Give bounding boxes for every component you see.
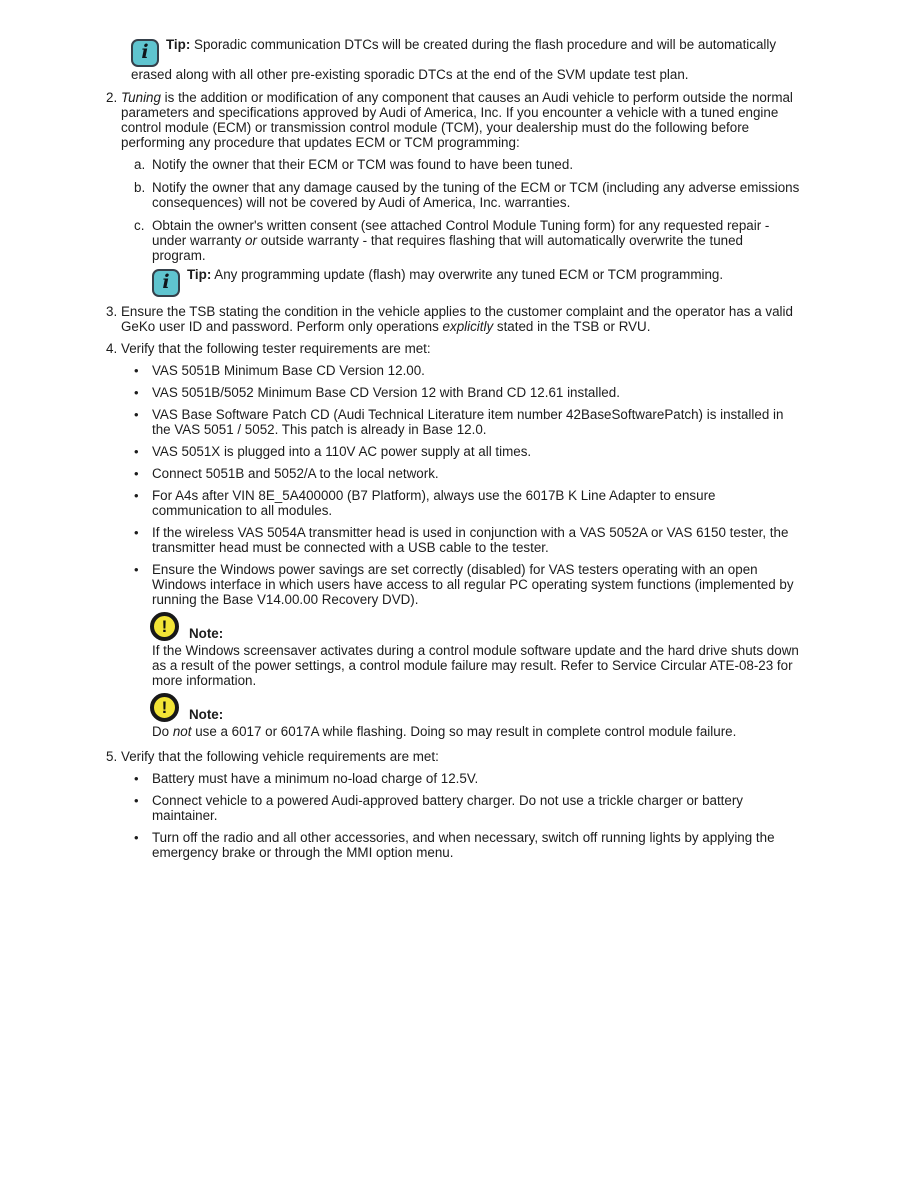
bullet-item bbox=[134, 407, 800, 437]
sub-item-c-text-end: outside warranty - that requires flashing that will automatically overwrite the tuned program. bbox=[152, 233, 743, 263]
bullet-icon bbox=[134, 793, 152, 823]
sub-item-a bbox=[134, 157, 800, 172]
list-item-3-pre: Ensure the TSB stating the condition in the vehicle applies to the customer complaint and the operator has a valid GeKo user ID and password. Perform only operations bbox=[121, 304, 793, 334]
warning-icon: ! bbox=[150, 693, 179, 722]
list-number: 5. bbox=[106, 749, 118, 764]
bullet-text: Connect vehicle to a powered Audi-approved battery charger. Do not use a trickle charger or battery maintainer. bbox=[152, 793, 744, 823]
bullet-item bbox=[134, 385, 800, 400]
list-number: 3. bbox=[106, 304, 118, 319]
sub-item-b bbox=[134, 180, 800, 210]
bullet-icon bbox=[134, 466, 152, 481]
info-icon: i bbox=[152, 269, 180, 297]
italic-term: or bbox=[245, 233, 257, 248]
sub-item-c bbox=[134, 218, 800, 295]
tip-label: Tip: bbox=[187, 267, 212, 282]
bullet-item bbox=[134, 830, 800, 860]
bullet-icon bbox=[134, 444, 152, 459]
bullet-text: If the wireless VAS 5054A transmitter head is used in conjunction with a VAS 5052A or VAS 6150 tester, the transmitter head must be connected with a USB cable to the tester. bbox=[152, 525, 789, 555]
note-label: Note: bbox=[189, 626, 224, 641]
bullet-text: Connect 5051B and 5052/A to the local network. bbox=[152, 466, 439, 481]
bullet-icon bbox=[134, 385, 152, 400]
bullet-text: VAS Base Software Patch CD (Audi Technical Literature item number 42BaseSoftwarePatch) is installed in the VAS 5051 / 5052. This patch is already in Base 12.0. bbox=[152, 407, 784, 437]
list-item-5 bbox=[106, 749, 800, 867]
warning-icon: ! bbox=[150, 612, 179, 641]
tip-label: Tip: bbox=[166, 37, 191, 52]
sub-item-a-text: Notify the owner that their ECM or TCM was found to have been tuned. bbox=[152, 157, 574, 172]
list-item-3-post: stated in the TSB or RVU. bbox=[493, 319, 651, 334]
list-item-2 bbox=[106, 90, 800, 297]
tip-text: Sporadic communication DTCs will be created during the flash procedure and will be automatically erased along with all other pre-existing sporadic DTCs at the end of the SVM update test plan. bbox=[131, 37, 777, 82]
sub-item-c-text: Obtain the owner's written consent (see attached Control Module Tuning form) for any requested repair - under warranty bbox=[152, 218, 770, 248]
bullet-item bbox=[134, 771, 800, 786]
bullet-icon bbox=[134, 407, 152, 437]
info-icon: i bbox=[131, 39, 159, 67]
bullet-icon bbox=[134, 525, 152, 555]
note-text bbox=[152, 724, 800, 739]
bullet-item bbox=[134, 466, 800, 481]
bullet-text: VAS 5051B Minimum Base CD Version 12.00. bbox=[152, 363, 425, 378]
list-item-4 bbox=[106, 341, 800, 742]
italic-term: Tuning bbox=[121, 90, 161, 105]
bullet-item bbox=[134, 444, 800, 459]
sub-item-letter: a. bbox=[134, 157, 146, 172]
list-item-4-text: Verify that the following tester requirements are met: bbox=[121, 341, 431, 356]
list-item-3 bbox=[106, 304, 800, 334]
italic-term: not bbox=[172, 724, 192, 739]
list-item-5-text: Verify that the following vehicle requirements are met: bbox=[121, 749, 439, 764]
bullet-item bbox=[134, 363, 800, 378]
bullet-icon bbox=[134, 363, 152, 378]
bullet-item bbox=[134, 488, 800, 518]
list-number: 4. bbox=[106, 341, 118, 356]
list-item-2-rest: is the addition or modification of any component that causes an Audi vehicle to perform outside the normal parameters and specifications approved by Audi of America, Inc. If you encounter a vehicle with a tuned engine control module (ECM) or transmission control module (TCM), your dealership must do the following before performing any procedure that updates ECM or TCM programming: bbox=[121, 90, 793, 150]
list-item-3-text bbox=[121, 304, 800, 334]
bullet-item bbox=[134, 793, 800, 823]
list-number: 2. bbox=[106, 90, 118, 105]
note-text-post: use a 6017 or 6017A while flashing. Doing so may result in complete control module failure. bbox=[191, 724, 737, 739]
bullet-text: Turn off the radio and all other accessories, and when necessary, switch off running lights by applying the emergency brake or through the MMI option menu. bbox=[152, 830, 775, 860]
note-callout-2 bbox=[150, 693, 800, 739]
bullet-icon bbox=[134, 771, 152, 786]
bullet-icon bbox=[134, 830, 152, 860]
tip-callout-1 bbox=[131, 37, 795, 82]
sub-item-letter: b. bbox=[134, 180, 146, 195]
list-item-2-text bbox=[121, 90, 800, 150]
bullet-item bbox=[134, 525, 800, 555]
bullet-text: Battery must have a minimum no-load charge of 12.5V. bbox=[152, 771, 479, 786]
bullet-text: VAS 5051B/5052 Minimum Base CD Version 12 with Brand CD 12.61 installed. bbox=[152, 385, 620, 400]
sub-item-b-text: Notify the owner that any damage caused by the tuning of the ECM or TCM (including any adverse emissions consequences) will not be covered by Audi of America, Inc. warranties. bbox=[152, 180, 800, 210]
note-text: If the Windows screensaver activates during a control module software update and the hard drive shuts down as a result of the power settings, a control module failure may result. Refer to Service Circular ATE-08-23 for more information. bbox=[152, 643, 799, 688]
note-callout-1 bbox=[150, 612, 800, 688]
bullet-text: Ensure the Windows power savings are set correctly (disabled) for VAS testers operating with an open Windows interface in which users have access to all regular PC operating system functions (implemented by running the Base V14.00.00 Recovery DVD). bbox=[152, 562, 794, 607]
bullet-text: VAS 5051X is plugged into a 110V AC power supply at all times. bbox=[152, 444, 532, 459]
tip-callout-2 bbox=[152, 267, 800, 297]
note-label: Note: bbox=[189, 707, 224, 722]
bullet-item bbox=[134, 562, 800, 742]
italic-term: explicitly bbox=[442, 319, 494, 334]
sub-item-letter: c. bbox=[134, 218, 145, 233]
tip-text: Any programming update (flash) may overwrite any tuned ECM or TCM programming. bbox=[211, 267, 724, 282]
bullet-icon bbox=[134, 488, 152, 518]
bullet-text: For A4s after VIN 8E_5A400000 (B7 Platform), always use the 6017B K Line Adapter to ensure communication to all modules. bbox=[152, 488, 716, 518]
note-text-pre: Do bbox=[152, 724, 173, 739]
